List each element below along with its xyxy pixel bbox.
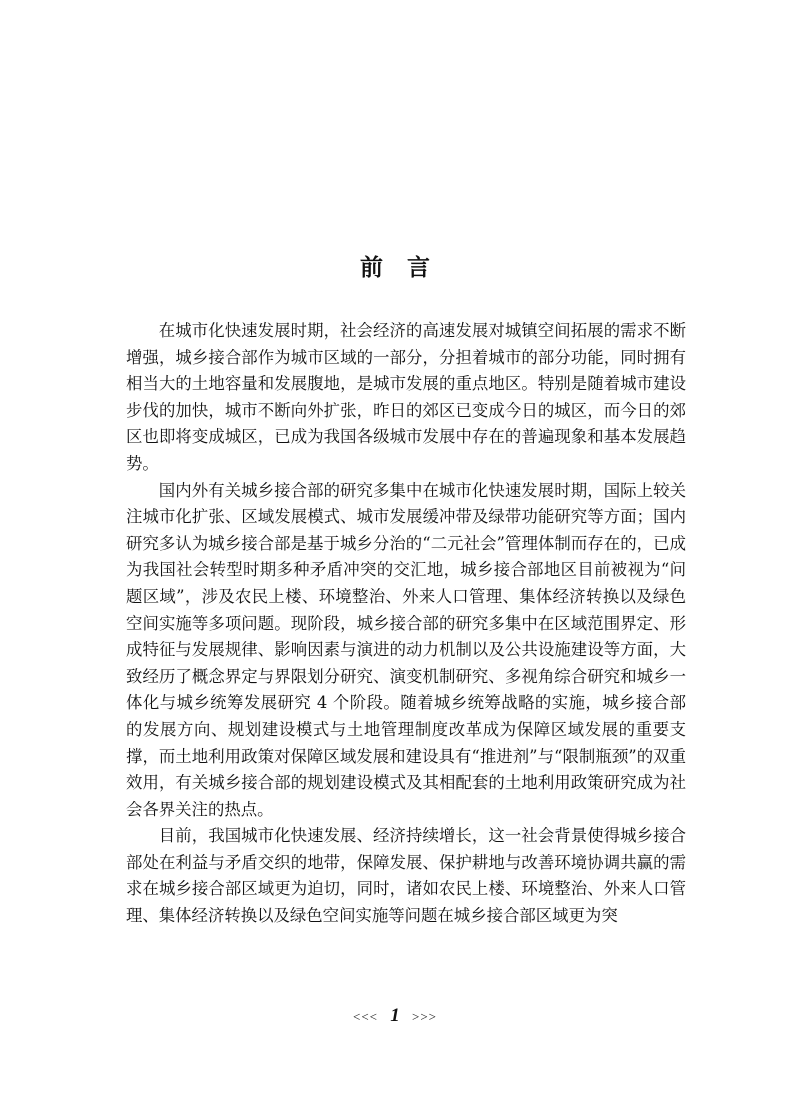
prev-page-arrows: <<<	[353, 1009, 378, 1024]
page-title: 前言	[360, 255, 454, 282]
page-number: 1	[390, 1005, 400, 1026]
preface-body	[126, 318, 686, 930]
page-footer	[0, 1004, 790, 1029]
next-page-arrows: >>>	[412, 1009, 437, 1024]
paragraph-2: 国内外有关城乡接合部的研究多集中在城市化快速发展时期，国际上较关注城市化扩张、区域发展模式、城市发展缓冲带及绿带功能研究等方面；国内研究多认为城乡接合部是基于城乡分治的“二元社会”管理体制而存在的，已成为我国社会转型时期多种矛盾冲突的交汇地，城乡接合部地区目前被视为“问题区域”，涉及农民上楼、环境整治、外来人口管理、集体经济转换以及绿色空间实施等多项问题。现阶段，城乡接合部的研究多集中在区域范围界定、形成特征与发展规律、影响因素与演进的动力机制以及公共设施建设等方面，大致经历了概念界定与界限划分研究、演变机制研究、多视角综合研究和城乡一体化与城乡统筹发展研究 4 个阶段。随着城乡统筹战略的实施，城乡接合部的发展方向、规划建设模式与土地管理制度改革成为保障区域发展的重要支撑，而土地利用政策对保障区域发展和建设具有“推进剂”与“限制瓶颈”的双重效用，有关城乡接合部的规划建设模式及其相配套的土地利用政策研究成为社会各界关注的热点。	[126, 480, 686, 819]
paragraph-1: 在城市化快速发展时期，社会经济的高速发展对城镇空间拓展的需求不断增强，城乡接合部作为城市区域的一部分，分担着城市的部分功能，同时拥有相当大的土地容量和发展腹地，是城市发展的重点地区。特别是随着城市建设步伐的加快，城市不断向外扩张，昨日的郊区已变成今日的城区，而今日的郊区也即将变成城区，已成为我国各级城市发展中存在的普遍现象和基本发展趋势。	[126, 321, 686, 473]
paragraph-3: 目前，我国城市化快速发展、经济持续增长，这一社会背景使得城乡接合部处在利益与矛盾交织的地带，保障发展、保护耕地与改善环境协调共赢的需求在城乡接合部区域更为迫切，同时，诸如农民上楼、环境整治、外来人口管理、集体经济转换以及绿色空间实施等问题在城乡接合部区域更为突	[126, 826, 686, 926]
